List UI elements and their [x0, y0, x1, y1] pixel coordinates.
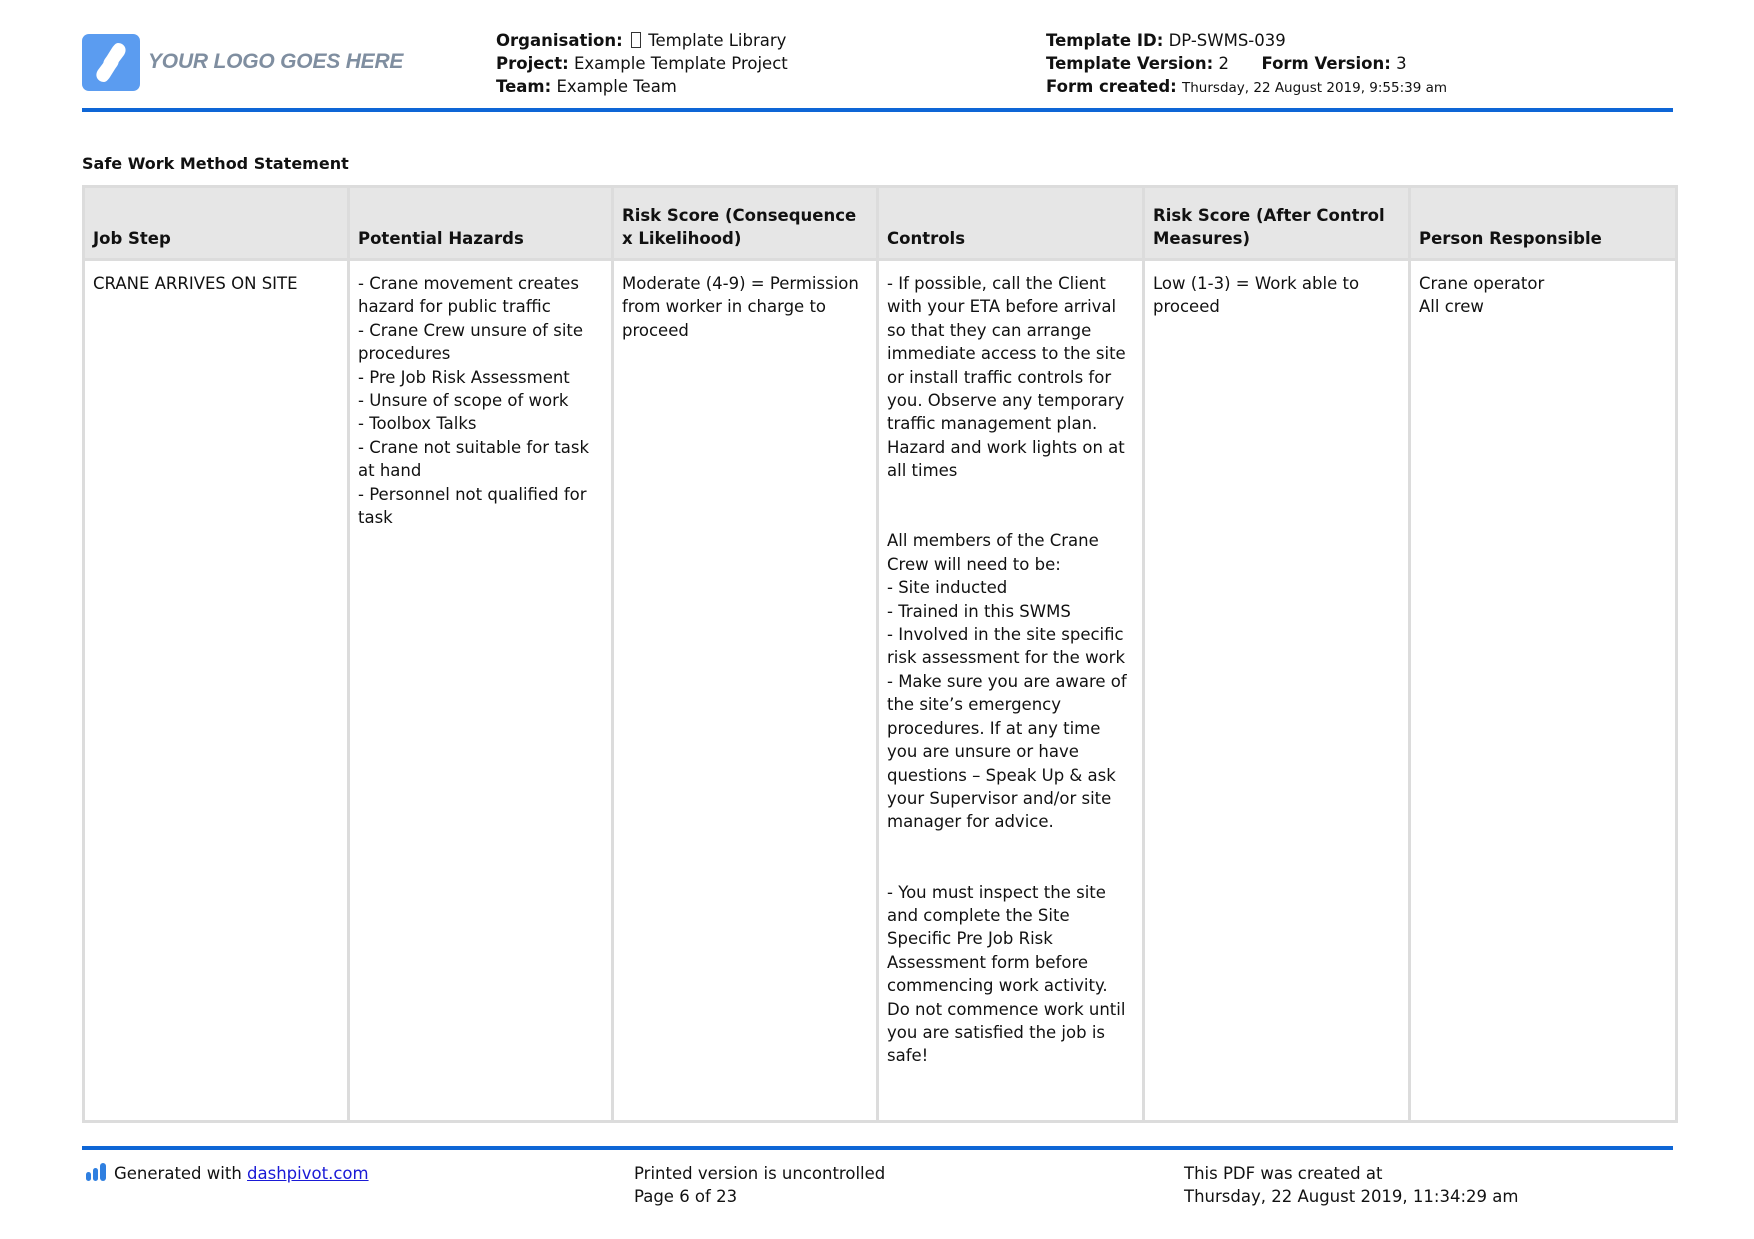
organisation-value: Template Library: [648, 31, 787, 50]
cell-text-line: you are unsure or have: [887, 742, 1079, 762]
cell-text-line: with your ETA before arrival: [887, 297, 1117, 317]
cell-text-line: all times: [887, 461, 958, 481]
organisation-row: [496, 29, 788, 52]
cell-job-step: [84, 260, 349, 1122]
cell-text-line: - Pre Job Risk Assessment: [358, 367, 570, 387]
form-created-value: Thursday, 22 August 2019, 9:55:39 am: [1182, 80, 1448, 96]
form-created-label: Form created:: [1046, 77, 1177, 96]
cell-text-line: Moderate (4-9) = Permission: [622, 274, 859, 293]
cell-text-line: procedures. If at any time: [887, 718, 1101, 738]
team-label: Team:: [496, 77, 552, 96]
cell-text-line: so that they can arrange: [887, 320, 1092, 340]
cell-text-line: proceed: [1153, 297, 1220, 317]
logo-text: YOUR LOGO GOES HERE: [148, 50, 404, 73]
cell-text-line: questions – Speak Up & ask: [887, 765, 1116, 785]
section-title: Safe Work Method Statement: [82, 154, 349, 173]
form-created-row: [1046, 75, 1447, 100]
project-label: Project:: [496, 54, 569, 73]
cell-text-line: you are satisfied the job is: [887, 1022, 1106, 1042]
template-version-label: Template Version:: [1046, 54, 1214, 73]
template-id-row: [1046, 29, 1447, 52]
cell-text-line: - Make sure you are aware of: [887, 671, 1127, 691]
table-row: [84, 260, 1677, 1122]
cell-text-line: - If possible, call the Client: [887, 274, 1106, 293]
version-row: [1046, 52, 1447, 75]
project-value: Example Template Project: [573, 54, 788, 73]
form-version-label: Form Version:: [1261, 54, 1391, 73]
cell-text-line: your Supervisor and/or site: [887, 788, 1112, 808]
cell-text-line: or install traffic controls for: [887, 367, 1112, 387]
cell-text-line: All members of the Crane: [887, 531, 1099, 551]
cell-text-line: - Site inducted: [887, 578, 1008, 598]
cell-text-line: All crew: [1419, 297, 1484, 317]
cell-risk-score: [613, 260, 878, 1122]
cell-text-line: - Unsure of scope of work: [358, 391, 569, 411]
cell-text-line: Specific Pre Job Risk: [887, 929, 1053, 949]
footer-page-info: [634, 1162, 885, 1208]
project-row: [496, 52, 788, 75]
cell-text-line: - Involved in the site specific: [887, 625, 1124, 645]
cell-potential-hazards: [349, 260, 613, 1122]
cell-text-line: Low (1-3) = Work able to: [1153, 274, 1360, 293]
column-header-potential-hazards: Potential Hazards: [349, 187, 613, 260]
column-header-risk-score: Risk Score (Consequence x Likelihood): [613, 187, 878, 260]
cell-text-line: and complete the Site: [887, 905, 1070, 925]
template-version-value: 2: [1218, 54, 1229, 73]
dashpivot-link[interactable]: dashpivot.com: [247, 1164, 369, 1183]
cell-text-line: - Crane not suitable for task: [358, 437, 590, 457]
pdf-created-label: This PDF was created at: [1184, 1164, 1383, 1183]
cell-text-line: Assessment form before: [887, 952, 1089, 972]
cell-text-line: from worker in charge to: [622, 297, 827, 317]
cell-text-line: you. Observe any temporary: [887, 391, 1125, 411]
cell-text-line: - Crane movement creates: [358, 274, 579, 293]
cell-text-line: - Crane Crew unsure of site: [358, 320, 584, 340]
cell-text-line: Crane operator: [1419, 274, 1545, 293]
dashpivot-icon: [86, 1163, 108, 1187]
footer-generated: [86, 1162, 369, 1187]
paragraph-gap: [887, 483, 1134, 530]
cell-text-line: Hazard and work lights on at: [887, 437, 1125, 457]
cell-text-line: immediate access to the site: [887, 344, 1126, 364]
logo-icon: [82, 34, 140, 91]
cell-controls: [878, 260, 1144, 1122]
header-divider: [82, 108, 1673, 112]
header-project-info: [496, 29, 788, 98]
swms-table: [82, 185, 1678, 1123]
form-version-value: 3: [1396, 54, 1407, 73]
paragraph-gap: [887, 834, 1134, 881]
cell-person-responsible: [1410, 260, 1677, 1122]
cell-text-line: safe!: [887, 1046, 929, 1066]
cell-text-line: - Toolbox Talks: [358, 414, 477, 434]
cell-text-line: proceed: [622, 320, 689, 340]
footer-created: [1184, 1162, 1518, 1208]
team-value: Example Team: [556, 77, 677, 96]
cell-text-line: risk assessment for the work: [887, 648, 1125, 668]
cell-text-line: - You must inspect the site: [887, 882, 1106, 902]
team-row: [496, 75, 788, 98]
cell-text-line: task: [358, 508, 393, 528]
template-id-value: DP-SWMS-039: [1168, 31, 1286, 50]
cell-text-line: procedures: [358, 344, 451, 364]
page-number: Page 6 of 23: [634, 1187, 738, 1206]
generated-prefix: Generated with: [114, 1164, 242, 1183]
cell-text-line: the site’s emergency: [887, 695, 1061, 715]
column-header-person-responsible: Person Responsible: [1410, 187, 1677, 260]
table-header-row: [84, 187, 1677, 260]
column-header-job-step: Job Step: [84, 187, 349, 260]
header-template-info: [1046, 29, 1447, 100]
cell-text-line: at hand: [358, 461, 422, 481]
cell-risk-after: [1144, 260, 1410, 1122]
cell-text-line: - Trained in this SWMS: [887, 601, 1071, 621]
cell-text-line: hazard for public traffic: [358, 297, 551, 317]
organisation-label: Organisation:: [496, 31, 623, 50]
template-id-label: Template ID:: [1046, 31, 1164, 50]
column-header-risk-after: Risk Score (After Control Measures): [1144, 187, 1410, 260]
cell-text-line: manager for advice.: [887, 812, 1054, 832]
pdf-created-value: Thursday, 22 August 2019, 11:34:29 am: [1184, 1187, 1519, 1206]
cell-text-line: Crew will need to be:: [887, 554, 1061, 574]
uncontrolled-notice: Printed version is uncontrolled: [634, 1164, 886, 1183]
column-header-controls: Controls: [878, 187, 1144, 260]
footer-divider: [82, 1146, 1673, 1150]
cell-text-line: - Personnel not qualified for: [358, 484, 587, 504]
cell-text-line: traffic management plan.: [887, 414, 1098, 434]
cell-text-line: commencing work activity.: [887, 976, 1108, 996]
cell-text-line: Do not commence work until: [887, 999, 1126, 1019]
missing-glyph-icon: [631, 32, 641, 48]
cell-text-line: CRANE ARRIVES ON SITE: [93, 274, 298, 293]
